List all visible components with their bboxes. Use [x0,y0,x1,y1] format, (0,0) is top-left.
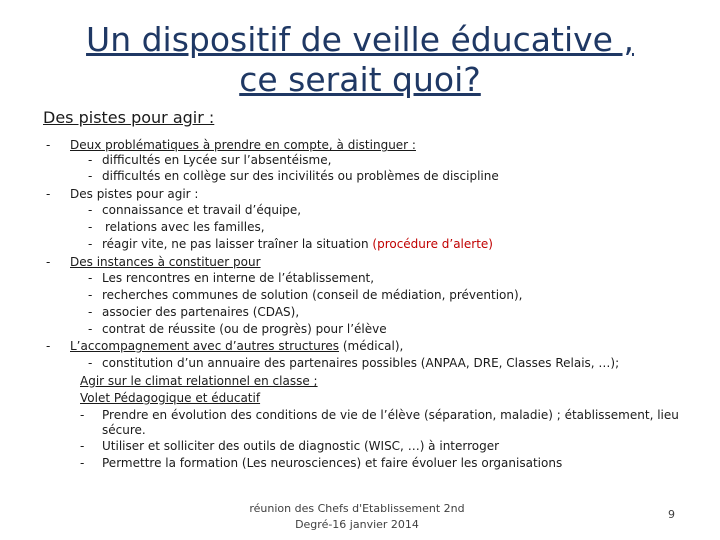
item-dash: - [88,237,93,251]
item-dash: - [80,408,85,422]
list-item: Prendre en évolution des conditions de vie de l’élève (séparation, maladie) ; établissement, lieu [102,408,679,422]
section-heading: Des instances à constituer pour [70,255,261,269]
item-dash: - [80,439,85,453]
section-bullet: - [46,339,51,353]
list-item: difficultés en Lycée sur l’absentéisme, [102,153,332,167]
slide-title [40,20,680,100]
list-item: contrat de réussite (ou de progrès) pour l’élève [102,322,387,336]
list-item: Les rencontres en interne de l’établissement, [102,271,375,285]
section-bullet: - [46,255,51,269]
footer-line1: réunion des Chefs d'Etablissement 2nd [249,502,465,515]
section-bullet: - [46,187,51,201]
subtitle: Des pistes pour agir : [43,108,215,127]
item-dash: - [88,322,93,336]
climate-subheading: Volet Pédagogique et éducatif [80,391,261,405]
item-dash: - [80,456,85,470]
list-item: relations avec les familles, [105,220,265,234]
item-dash: - [88,153,93,167]
list-item: Utiliser et solliciter des outils de diagnostic (WISC, …) à interroger [102,439,500,453]
item-dash: - [88,356,93,370]
list-item-continuation: sécure. [102,423,146,437]
section-bullet: - [46,138,51,152]
slide-title-line2: ce serait quoi? [239,60,481,99]
footer-line2: Degré-16 janvier 2014 [295,518,419,531]
section-heading-text: L’accompagnement avec d’autres structures [70,339,340,353]
list-item [102,236,493,252]
list-item: constitution d’un annuaire des partenaires possibles (ANPAA, DRE, Classes Relais, …); [102,356,620,370]
section-heading: Des pistes pour agir : [70,187,199,201]
list-item: associer des partenaires (CDAS), [102,305,300,319]
item-dash: - [88,271,93,285]
item-dash: - [88,203,93,217]
section-heading [70,338,403,354]
item-dash: - [88,220,93,234]
list-item: difficultés en collège sur des incivilités ou problèmes de discipline [102,169,499,183]
footer [232,501,482,533]
list-item: recherches communes de solution (conseil de médiation, prévention), [102,288,523,302]
section-heading: Deux problématiques à prendre en compte, à distinguer : [70,138,416,152]
item-dash: - [88,288,93,302]
slide-title-line1: Un dispositif de veille éducative , [86,20,634,59]
list-item: connaissance et travail d’équipe, [102,203,302,217]
section-heading-suffix: (médical), [342,339,404,353]
item-dash: - [88,305,93,319]
item-dash: - [88,169,93,183]
climate-heading: Agir sur le climat relationnel en classe ; [80,374,318,388]
list-item-text: réagir vite, ne pas laisser traîner la situation [102,237,369,251]
list-item: Permettre la formation (Les neurosciences) et faire évoluer les organisations [102,456,563,470]
page-number: 9 [668,508,675,521]
alert-procedure-text: (procédure d’alerte) [372,237,493,251]
